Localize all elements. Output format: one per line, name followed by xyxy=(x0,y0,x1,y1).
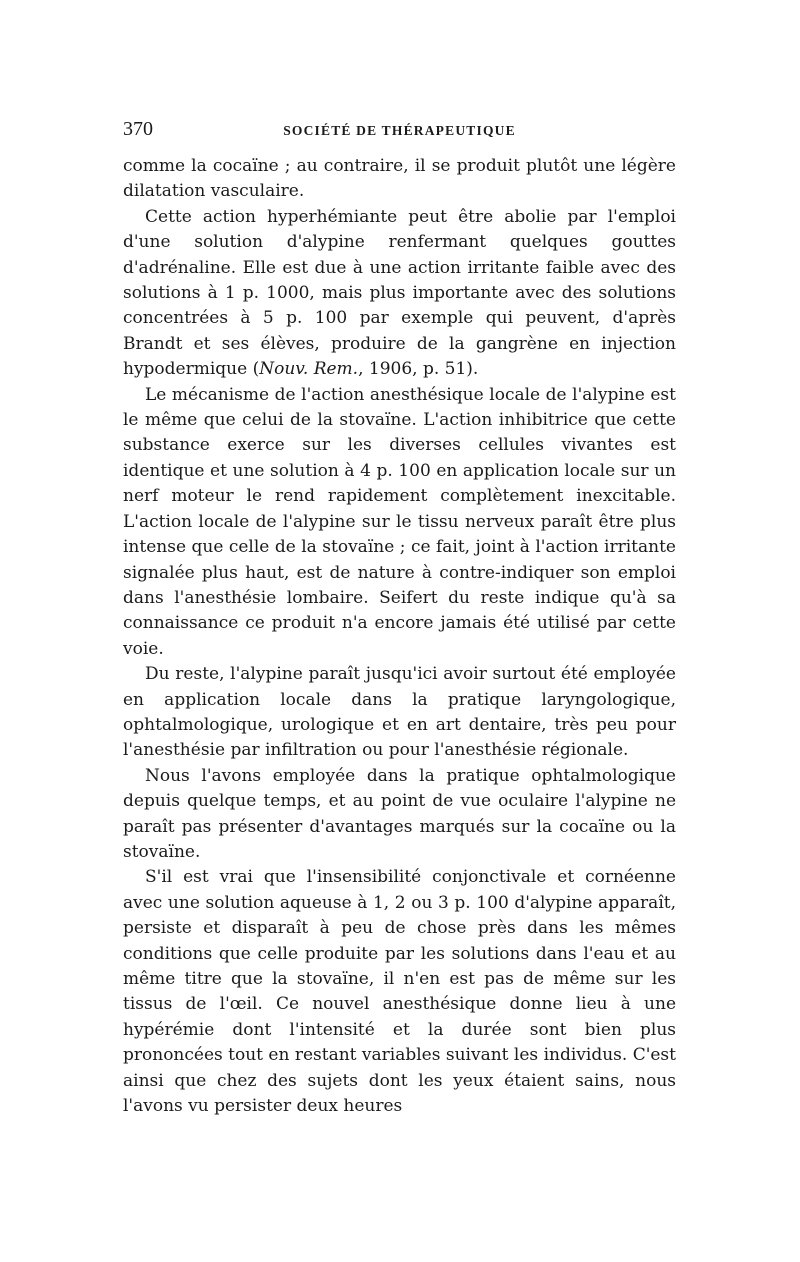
paragraph-6: S'il est vrai que l'insensibilité conjonctivale et cornéenne avec une solution aqueuse à 1, 2 ou 3 p. 100 d'alypine apparaît, persiste et disparaît à peu de chose près dans les mêmes conditions que celle produite par les solutions dans l'eau et au même titre que la stovaïne, il n'en est pas de même sur les tissus de l'œil. Ce nouvel anesthésique donne lieu à une hypérémie dont l'intensité et la durée sont bien plus prononcées tout en restant variables suivant les individus. C'est ainsi que chez des sujets dont les yeux étaient sains, nous l'avons vu persister deux heures xyxy=(123,867,676,1117)
book-page xyxy=(123,118,676,1119)
paragraph-1: comme la cocaïne ; au contraire, il se produit plutôt une légère dilatation vasculaire. xyxy=(123,156,676,202)
citation-journal: Nouv. Rem. xyxy=(259,359,359,380)
page-number: 370 xyxy=(123,118,153,140)
paragraph-3: Le mécanisme de l'action anesthésique locale de l'alypine est le même que celui de la stovaïne. L'action inhibitrice que cette substance exerce sur les diverses cellules vivantes est identique et une solution à 4 p. 100 en application locale sur un nerf moteur le rend rapidement complètement inexcitable. L'action locale de l'alypine sur le tissu nerveux paraît être plus intense que celle de la stovaïne ; ce fait, joint à l'action irritante signalée plus haut, est de nature à contre-indiquer son emploi dans l'anesthésie lombaire. Seifert du reste indique qu'à sa connaissance ce produit n'a encore jamais été utilisé par cette voie. xyxy=(123,384,676,659)
paragraph-2: Cette action hyperhémiante peut être abolie par l'emploi d'une solution d'alypine renfermant quelques gouttes d'adrénaline. Elle est due à une action irritante faible avec des solutions à 1 p. 1000, mais plus importante avec des solutions concentrées à 5 p. 100 par exemple qui peuvent, d'après Brandt et ses élèves, produire de la gangrène en injection hypodermique (Nouv. Rem., 1906, p. 51). xyxy=(123,206,676,380)
paragraph-4: Du reste, l'alypine paraît jusqu'ici avoir surtout été employée en application locale dans la pratique laryngologique, ophtalmologique, urologique et en art dentaire, très peu pour l'anesthésie par infiltration ou pour l'anesthésie régionale. xyxy=(123,664,676,761)
body-text xyxy=(123,154,676,1119)
paragraph-5: Nous l'avons employée dans la pratique ophtalmologique depuis quelque temps, et au point de vue oculaire l'alypine ne paraît pas présenter d'avantages marqués sur la cocaïne ou la stovaïne. xyxy=(123,765,676,862)
running-title: SOCIÉTÉ DE THÉRAPEUTIQUE xyxy=(283,123,516,138)
running-header xyxy=(123,118,676,144)
